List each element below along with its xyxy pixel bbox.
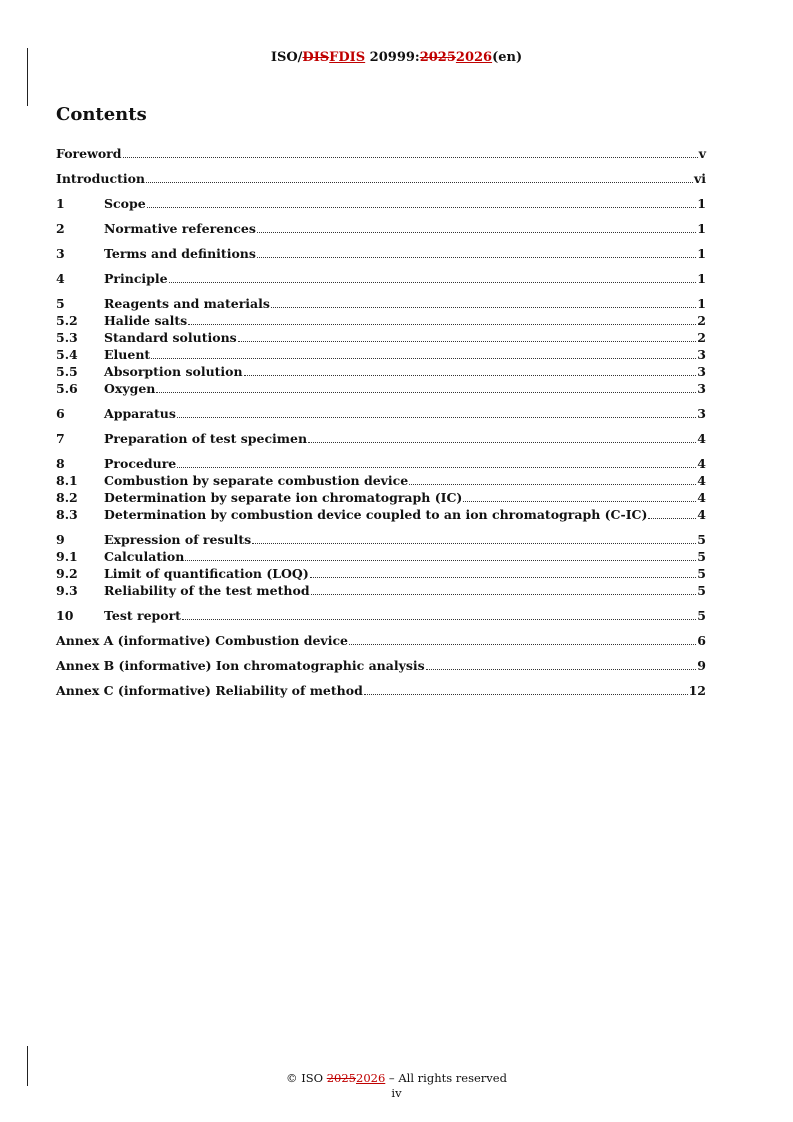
toc-entry-number: 9: [56, 532, 65, 547]
toc-entry-page: 1: [697, 271, 706, 286]
document-header: [0, 50, 793, 65]
toc-leader-dots: [426, 669, 697, 670]
toc-entry-title: Oxygen: [104, 381, 156, 396]
header-inserted-stage: FDIS: [329, 50, 366, 65]
toc-entry-title: Scope: [104, 196, 146, 211]
toc-leader-dots: [244, 375, 697, 376]
toc-entry-number: 5.5: [56, 364, 78, 379]
toc-entry[interactable]: [56, 295, 706, 312]
toc-leader-dots: [177, 417, 696, 418]
toc-entry[interactable]: [56, 582, 706, 599]
toc-leader-dots: [257, 232, 696, 233]
toc-leader-dots: [185, 560, 696, 561]
toc-entry[interactable]: [56, 312, 706, 329]
toc-entry-page: 4: [697, 456, 706, 471]
toc-entry-title: Eluent: [104, 347, 151, 362]
header-suffix: (en): [492, 50, 523, 65]
toc-entry-page: 1: [697, 296, 706, 311]
toc-leader-dots: [238, 341, 697, 342]
toc-entry-title: Expression of results: [104, 532, 252, 547]
toc-entry-title: Procedure: [104, 456, 177, 471]
toc-entry[interactable]: [56, 632, 706, 649]
toc-leader-dots: [151, 358, 696, 359]
toc-entry-number: 3: [56, 246, 65, 261]
toc-entry[interactable]: [56, 363, 706, 380]
toc-entry-page: 5: [697, 608, 706, 623]
toc-entry-page: v: [698, 146, 706, 161]
toc-entry[interactable]: [56, 329, 706, 346]
toc-entry-number: 8.2: [56, 490, 78, 505]
toc-entry-page: 12: [688, 683, 706, 698]
header-inserted-year: 2026: [455, 50, 493, 65]
toc-leader-dots: [349, 644, 696, 645]
toc-entry-page: 5: [697, 532, 706, 547]
toc-entry[interactable]: [56, 170, 706, 187]
toc-leader-dots: [409, 484, 696, 485]
header-deleted-year: 2025: [419, 50, 456, 65]
toc-entry-page: 2: [697, 330, 706, 345]
document-footer: [0, 1071, 793, 1101]
toc-entry-title: Annex A (informative) Combustion device: [56, 633, 349, 648]
toc-entry[interactable]: [56, 565, 706, 582]
toc-entry-title: Reagents and materials: [104, 296, 270, 311]
toc-entry-number: 8.1: [56, 473, 78, 488]
toc-entry[interactable]: [56, 346, 706, 363]
toc-entry[interactable]: [56, 220, 706, 237]
toc-entry[interactable]: [56, 548, 706, 565]
copyright-line: [0, 1071, 793, 1086]
header-prefix: ISO/: [270, 50, 303, 65]
toc-entry-number: 9.3: [56, 583, 78, 598]
toc-entry-page: 4: [697, 473, 706, 488]
toc-entry-page: 9: [697, 658, 706, 673]
toc-entry[interactable]: [56, 405, 706, 422]
toc-entry-page: 3: [697, 364, 706, 379]
toc-entry-page: 4: [697, 490, 706, 505]
toc-entry-page: 5: [697, 583, 706, 598]
toc-entry-title: Absorption solution: [104, 364, 243, 379]
copyright-suffix: – All rights reserved: [385, 1071, 507, 1085]
toc-entry-number: 8: [56, 456, 65, 471]
toc-entry-title: Standard solutions: [104, 330, 237, 345]
toc-entry-title: Principle: [104, 271, 168, 286]
header-deleted-stage: DIS: [302, 50, 330, 65]
toc-entry[interactable]: [56, 657, 706, 674]
toc-entry-page: 6: [697, 633, 706, 648]
toc-leader-dots: [156, 392, 696, 393]
toc-leader-dots: [252, 543, 696, 544]
toc-entry-number: 5.6: [56, 381, 78, 396]
toc-entry-number: 9.2: [56, 566, 78, 581]
toc-entry[interactable]: [56, 195, 706, 212]
toc-leader-dots: [648, 518, 696, 519]
toc-entry-title: Limit of quantification (LOQ): [104, 566, 309, 581]
toc-entry[interactable]: [56, 145, 706, 162]
contents-title: Contents: [56, 104, 147, 125]
toc-entry-number: 4: [56, 271, 65, 286]
toc-entry-page: 3: [697, 347, 706, 362]
toc-leader-dots: [463, 501, 696, 502]
table-of-contents: [56, 145, 706, 699]
toc-entry-number: 5.3: [56, 330, 78, 345]
toc-entry-title: Preparation of test specimen: [104, 431, 308, 446]
footer-inserted-year: 2026: [356, 1071, 386, 1085]
toc-entry-page: 3: [697, 381, 706, 396]
toc-entry-title: Combustion by separate combustion device: [104, 473, 409, 488]
toc-leader-dots: [169, 282, 697, 283]
toc-entry-number: 6: [56, 406, 65, 421]
toc-entry[interactable]: [56, 489, 706, 506]
toc-entry-page: 4: [697, 431, 706, 446]
toc-leader-dots: [271, 307, 696, 308]
toc-entry-title: Annex B (informative) Ion chromatographic analysis: [56, 658, 425, 673]
toc-entry-title: Reliability of the test method: [104, 583, 310, 598]
toc-entry[interactable]: [56, 455, 706, 472]
toc-entry-title: Apparatus: [104, 406, 176, 421]
toc-leader-dots: [123, 157, 698, 158]
toc-entry[interactable]: [56, 270, 706, 287]
toc-entry-title: Determination by separate ion chromatograph (IC): [104, 490, 463, 505]
toc-entry-page: 3: [697, 406, 706, 421]
toc-entry-number: 1: [56, 196, 65, 211]
toc-leader-dots: [146, 182, 693, 183]
toc-entry-page: 5: [697, 549, 706, 564]
toc-leader-dots: [182, 619, 696, 620]
toc-entry-title: Foreword: [56, 146, 122, 161]
toc-leader-dots: [257, 257, 696, 258]
toc-entry-page: 5: [697, 566, 706, 581]
page-number: iv: [391, 1086, 402, 1100]
footer-deleted-year: 2025: [326, 1071, 356, 1085]
toc-entry-number: 10: [56, 608, 74, 623]
toc-leader-dots: [311, 594, 697, 595]
toc-entry-title: Test report: [104, 608, 181, 623]
toc-entry-number: 8.3: [56, 507, 78, 522]
toc-entry-number: 5.2: [56, 313, 78, 328]
toc-leader-dots: [310, 577, 697, 578]
toc-entry-number: 5.4: [56, 347, 78, 362]
toc-entry-title: Introduction: [56, 171, 146, 186]
toc-leader-dots: [308, 442, 696, 443]
toc-leader-dots: [177, 467, 696, 468]
toc-entry-page: 1: [697, 221, 706, 236]
header-number: 20999:: [365, 50, 420, 65]
toc-entry-number: 5: [56, 296, 65, 311]
toc-entry-title: Terms and definitions: [104, 246, 256, 261]
toc-entry[interactable]: [56, 245, 706, 262]
toc-entry-title: Halide salts: [104, 313, 188, 328]
toc-leader-dots: [147, 207, 697, 208]
toc-entry-page: 4: [697, 507, 706, 522]
toc-entry-number: 2: [56, 221, 65, 236]
toc-entry[interactable]: [56, 506, 706, 523]
toc-entry[interactable]: [56, 607, 706, 624]
toc-entry-page: 2: [697, 313, 706, 328]
toc-entry[interactable]: [56, 472, 706, 489]
toc-entry-page: vi: [693, 171, 706, 186]
toc-leader-dots: [188, 324, 696, 325]
toc-entry-title: Determination by combustion device coupled to an ion chromatograph (C-IC): [104, 507, 648, 522]
toc-entry-page: 1: [697, 246, 706, 261]
toc-entry-number: 7: [56, 431, 65, 446]
toc-entry[interactable]: [56, 380, 706, 397]
toc-entry[interactable]: [56, 682, 706, 699]
toc-entry-number: 9.1: [56, 549, 78, 564]
toc-entry-title: Normative references: [104, 221, 256, 236]
toc-entry-page: 1: [697, 196, 706, 211]
toc-leader-dots: [364, 694, 688, 695]
toc-entry[interactable]: [56, 430, 706, 447]
toc-entry[interactable]: [56, 531, 706, 548]
toc-entry-title: Annex C (informative) Reliability of method: [56, 683, 363, 698]
toc-entry-title: Calculation: [104, 549, 185, 564]
copyright-prefix: © ISO: [286, 1071, 327, 1085]
